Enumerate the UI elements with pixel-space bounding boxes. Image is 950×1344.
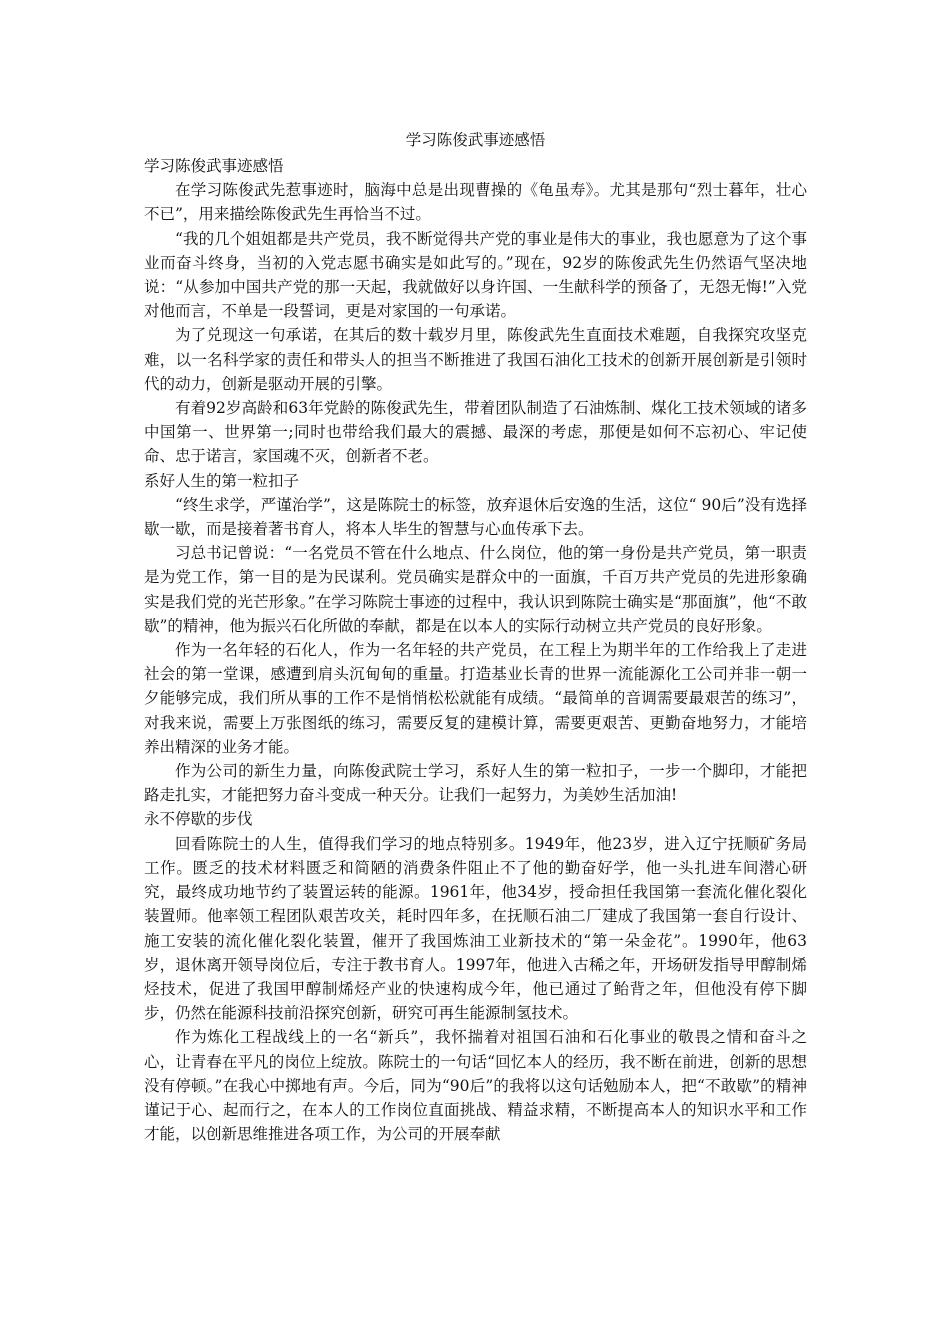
- paragraph: 回看陈院士的人生，值得我们学习的地点特别多。1949年，他23岁，进入辽宁抚顺矿务局工作。匮乏的技术材料匮乏和简陋的消费条件阻止不了他的勤奋好学，他一头扎进车间潜心研究，最终成功地节约了装置运转的能源。1961年，他34岁，授命担任我国第一套流化催化裂化装置师。他率领工程团队艰苦攻关，耗时四年多，在抚顺石油二厂建成了我国第一套自行设计、施工安装的流化催化裂化装置，催开了我国炼油工业新技术的“第一朵金花”。1990年，他63岁，退休离开领导岗位后，专注于教书育人。1997年，他进入古稀之年，开场研发指导甲醇制烯烃技术，促进了我国甲醇制烯烃产业的快速构成今年，他已通过了鲐背之年，但他没有停下脚步，仍然在能源科技前沿探究创新，研究可再生能源制氢技术。: [144, 834, 807, 1023]
- document-blocks: [144, 154, 807, 1146]
- paragraph: 作为炼化工程战线上的一名“新兵”，我怀揣着对祖国石油和石化事业的敬畏之情和奋斗之心，让青春在平凡的岗位上绽放。陈院士的一句话“回忆本人的经历，我不断在前进，创新的思想没有停顿。”在我心中掷地有声。今后，同为“90后”的我将以这句话勉励本人，把“不敢歇”的精神谨记于心、起而行之，在本人的工作岗位直面挑战、精益求精，不断提高本人的知识水平和工作才能，以创新思维推进各项工作，为公司的开展奉献: [144, 1028, 807, 1144]
- paragraph: “终生求学，严谨治学”，这是陈院士的标签，放弃退休后安逸的生活，这位“ 90后”没有选择歇一歇，而是接着著书育人，将本人毕生的智慧与心血传承下去。: [144, 495, 807, 539]
- paragraph: “我的几个姐姐都是共产党员，我不断觉得共产党的事业是伟大的事业，我也愿意为了这个事业而奋斗终身，当初的入党志愿书确实是如此写的。”现在，92岁的陈俊武先生仍然语气坚决地说：“从参加中国共产党的那一天起，我就做好以身许国、一生献科学的预备了，无怨无悔!”入党对他而言，不单是一段誓词，更是对家国的一句承诺。: [144, 229, 807, 321]
- document-title: 学习陈俊武事迹感悟: [405, 131, 546, 149]
- section-heading: 系好人生的第一粒扣子: [144, 471, 300, 490]
- section-heading: 学习陈俊武事迹感悟: [144, 157, 284, 175]
- paragraph: 作为一名年轻的石化人，作为一名年轻的共产党员，在工程上为期半年的工作给我上了走进社会的第一堂课，感遭到肩头沉甸甸的重量。打造基业长青的世界一流能源化工公司并非一朝一夕能够完成，我们所从事的工作不是悄悄松松就能有成绩。“最简单的音调需要最艰苦的练习”，对我来说，需要上万张图纸的练习，需要反复的建模计算，需要更艰苦、更勤奋地努力，才能培养出精深的业务才能。: [144, 641, 807, 756]
- paragraph: 有着92岁高龄和63年党龄的陈俊武先生，带着团队制造了石油炼制、煤化工技术领域的诸多中国第一、世界第一;同时也带给我们最大的震撼、最深的考虑，那便是如何不忘初心、牢记使命、忠于诺言，家国魂不灭，创新者不老。: [144, 399, 807, 466]
- paragraph: 为了兑现这一句承诺，在其后的数十载岁月里，陈俊武先生直面技术难题，自我探究攻坚克难，以一名科学家的责任和带头人的担当不断推进了我国石油化工技术的创新开展创新是引领时代的动力，创新是驱动开展的引擎。: [144, 326, 807, 393]
- paragraph: 在学习陈俊武先惹事迹时，脑海中总是出现曹操的《龟虽寿》。尤其是那句“烈士暮年，壮心不已”，用来描绘陈俊武先生再恰当不过。: [144, 181, 807, 224]
- paragraph: 作为公司的新生力量，向陈俊武院士学习，系好人生的第一粒扣子，一步一个脚印，才能把路走扎实，才能把努力奋斗变成一种天分。让我们一起努力，为美妙生活加油!: [144, 762, 807, 805]
- section-heading: 永不停歇的步伐: [144, 810, 253, 829]
- document-body: [144, 128, 807, 1146]
- paragraph: 习总书记曾说：“一名党员不管在什么地点、什么岗位，他的第一身份是共产党员，第一职责是为党工作，第一目的是为民谋利。党员确实是群众中的一面旗，千百万共产党员的先进形象确实是我们党的光芒形象。”在学习陈院士事迹的过程中，我认识到陈院士确实是“那面旗”，他“不敢歇”的精神，他为振兴石化所做的奉献，都是在以本人的实际行动树立共产党员的良好形象。: [144, 544, 807, 635]
